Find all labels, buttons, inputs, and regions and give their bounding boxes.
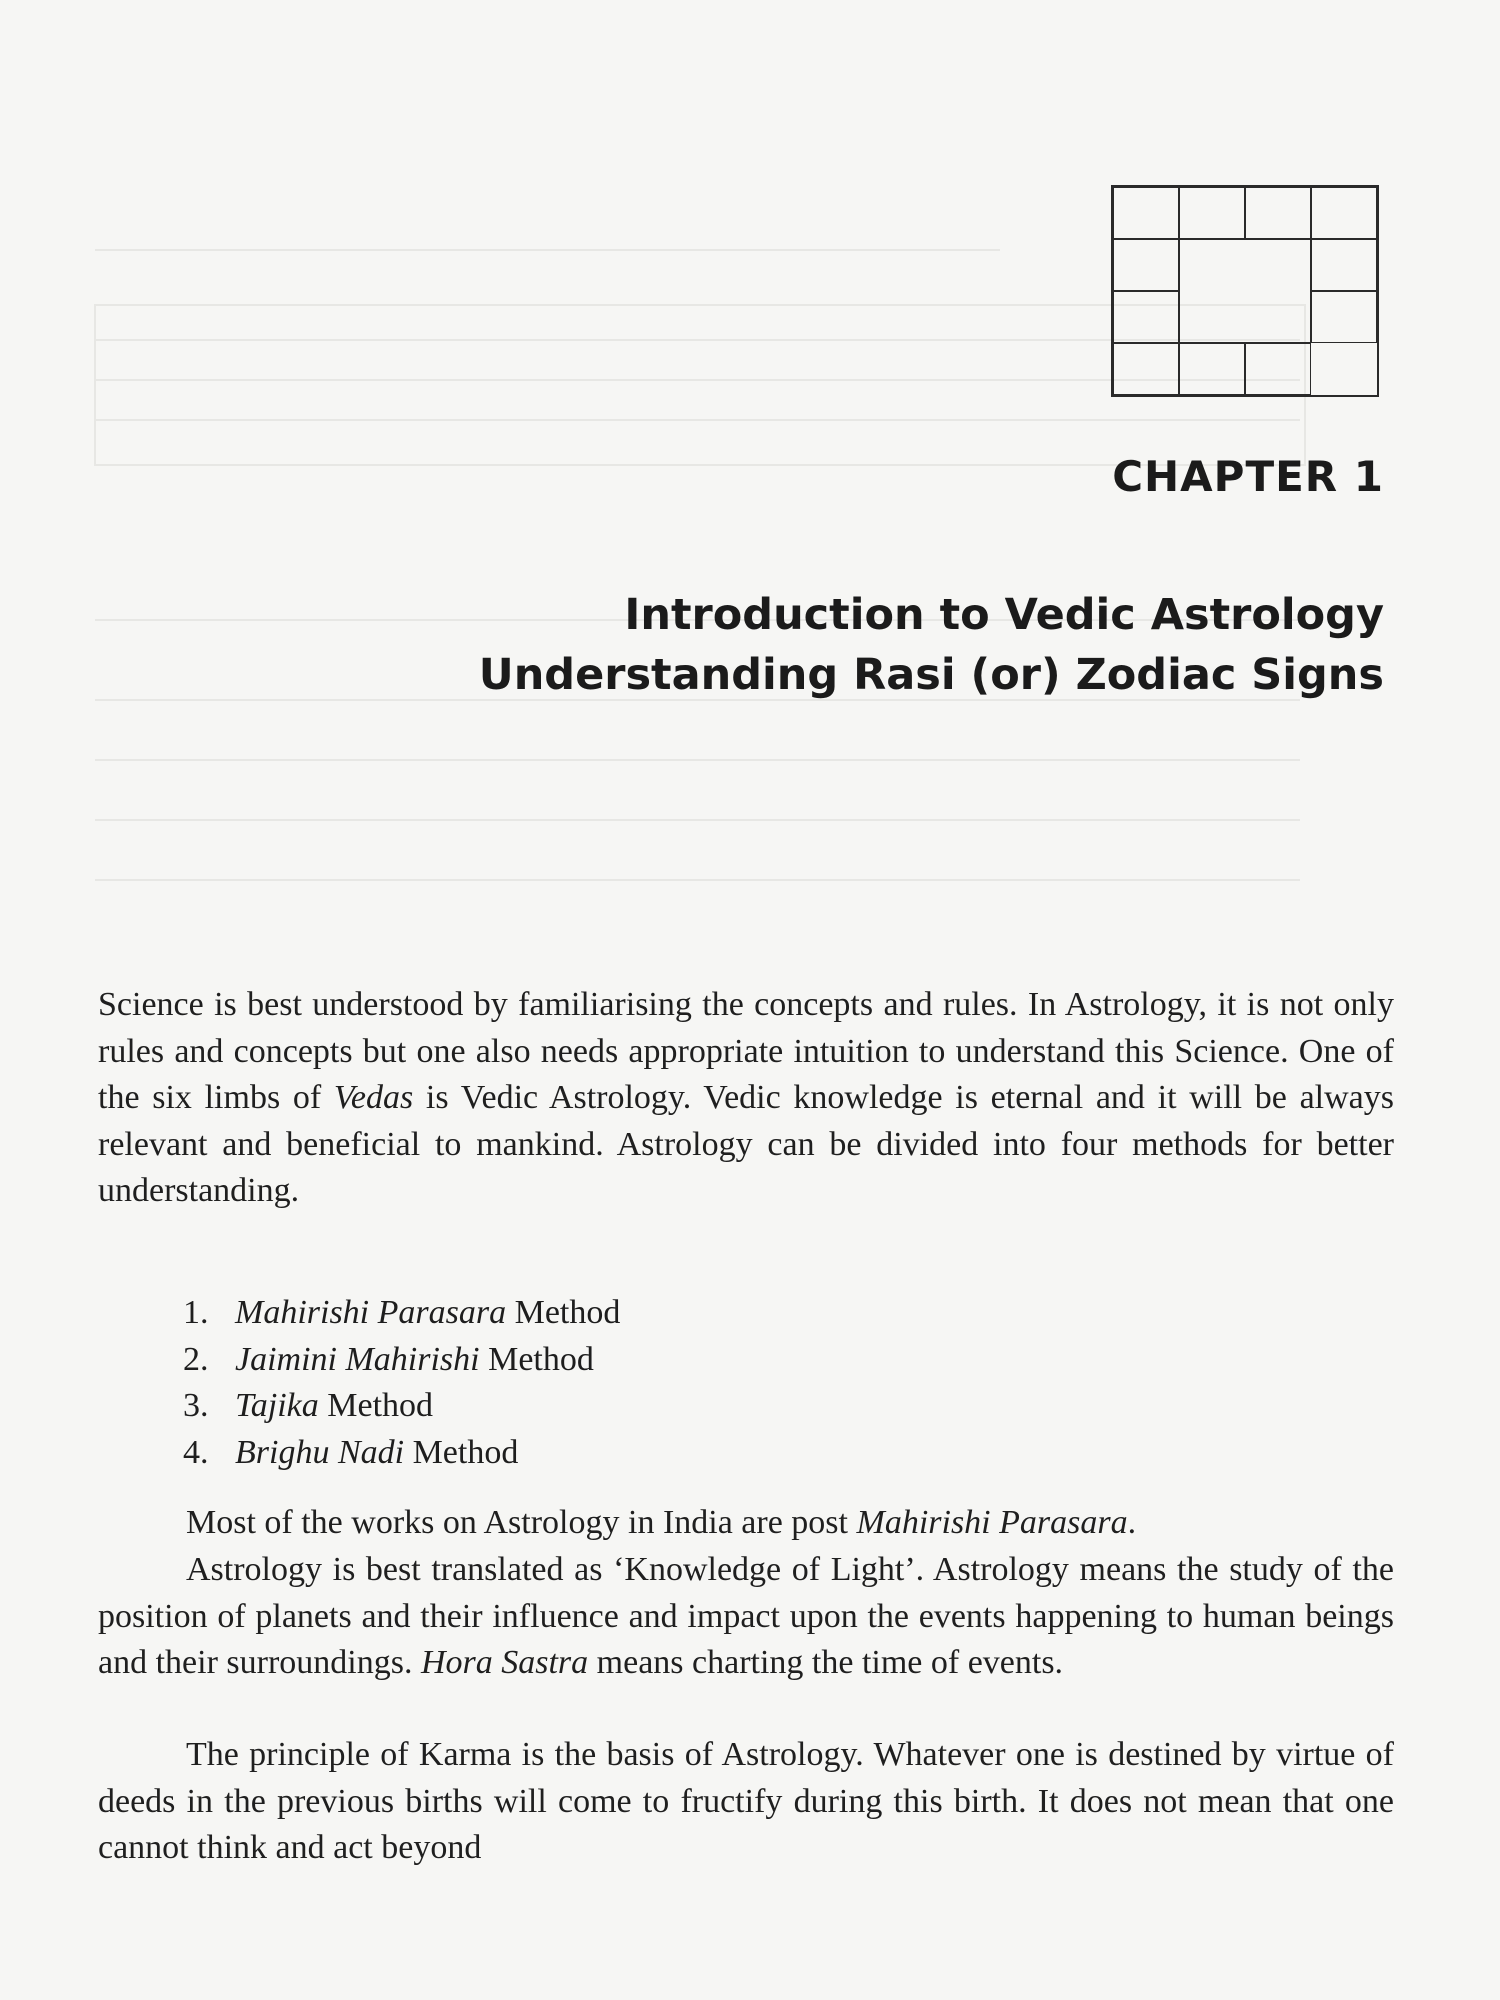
italic-term: Mahirishi Parasara	[856, 1504, 1128, 1541]
method-suffix: Method	[404, 1433, 519, 1471]
method-suffix: Method	[479, 1340, 594, 1378]
list-number: 1.	[183, 1294, 209, 1331]
methods-list	[183, 1290, 620, 1476]
paragraph-parasara	[98, 1500, 1394, 1547]
rasi-cell	[1245, 187, 1311, 239]
chapter-label: CHAPTER 1	[1112, 452, 1384, 501]
list-item	[183, 1430, 620, 1477]
italic-term: Vedas	[333, 1079, 414, 1116]
text-run: means charting the time of events.	[588, 1644, 1064, 1681]
chapter-title-line-2: Understanding Rasi (or) Zodiac Signs	[478, 650, 1384, 700]
rasi-cell	[1311, 291, 1377, 343]
intro-paragraph	[98, 982, 1394, 1215]
method-name: Jaimini Mahirishi	[235, 1340, 480, 1378]
paragraph-knowledge-of-light	[98, 1547, 1394, 1687]
chapter-title-line-1: Introduction to Vedic Astrology	[624, 590, 1384, 640]
list-number: 2.	[183, 1340, 209, 1378]
rasi-cell	[1311, 187, 1377, 239]
text-run: .	[1127, 1504, 1137, 1541]
rasi-cell	[1311, 239, 1377, 291]
text-run: The principle of Karma is the basis of Astrology. Whatever one is destined by virtue of deeds in the previous births will come to fructify during this birth. It does not mean that one cannot think and act beyond	[98, 1736, 1394, 1866]
italic-term: Hora Sastra	[420, 1644, 589, 1681]
list-number: 4.	[183, 1433, 209, 1471]
list-item	[183, 1383, 620, 1430]
paragraph-karma	[98, 1732, 1394, 1872]
rasi-cell	[1113, 239, 1179, 291]
method-suffix: Method	[506, 1294, 621, 1331]
text-run: is Vedic Astrology. Vedic knowledge is eternal and it will be always relevant and beneficial to mankind. Astrology can be divided into four methods for better understanding.	[98, 1079, 1395, 1209]
method-name: Brighu Nadi	[235, 1433, 405, 1471]
rasi-cell	[1113, 343, 1179, 395]
rasi-cell	[1113, 187, 1179, 239]
list-item	[183, 1337, 620, 1384]
rasi-cell	[1179, 343, 1245, 395]
list-item	[183, 1290, 620, 1337]
rasi-cell	[1179, 187, 1245, 239]
rasi-center	[1179, 239, 1311, 343]
method-name: Mahirishi Parasara	[235, 1294, 507, 1331]
method-suffix: Method	[318, 1387, 434, 1424]
text-run: Astrology is best translated as ‘Knowledge of Light’. Astrology means the study of the position of planets and their influence and impact upon the events happening to human beings and their surroundings.	[98, 1551, 1394, 1681]
list-number: 3.	[183, 1387, 209, 1424]
method-name: Tajika	[235, 1387, 319, 1424]
text-run: Science is best understood by familiarising the concepts and rules. In Astrology, it is not only rules and concepts but one also needs appropriate intuition to understand this Science. One of the six limbs of	[98, 986, 1394, 1116]
rasi-cell	[1245, 343, 1311, 395]
text-run: Most of the works on Astrology in India are post	[186, 1504, 857, 1541]
rasi-chart-grid	[1111, 185, 1379, 397]
rasi-cell	[1113, 291, 1179, 343]
chapter-title	[479, 585, 1384, 705]
